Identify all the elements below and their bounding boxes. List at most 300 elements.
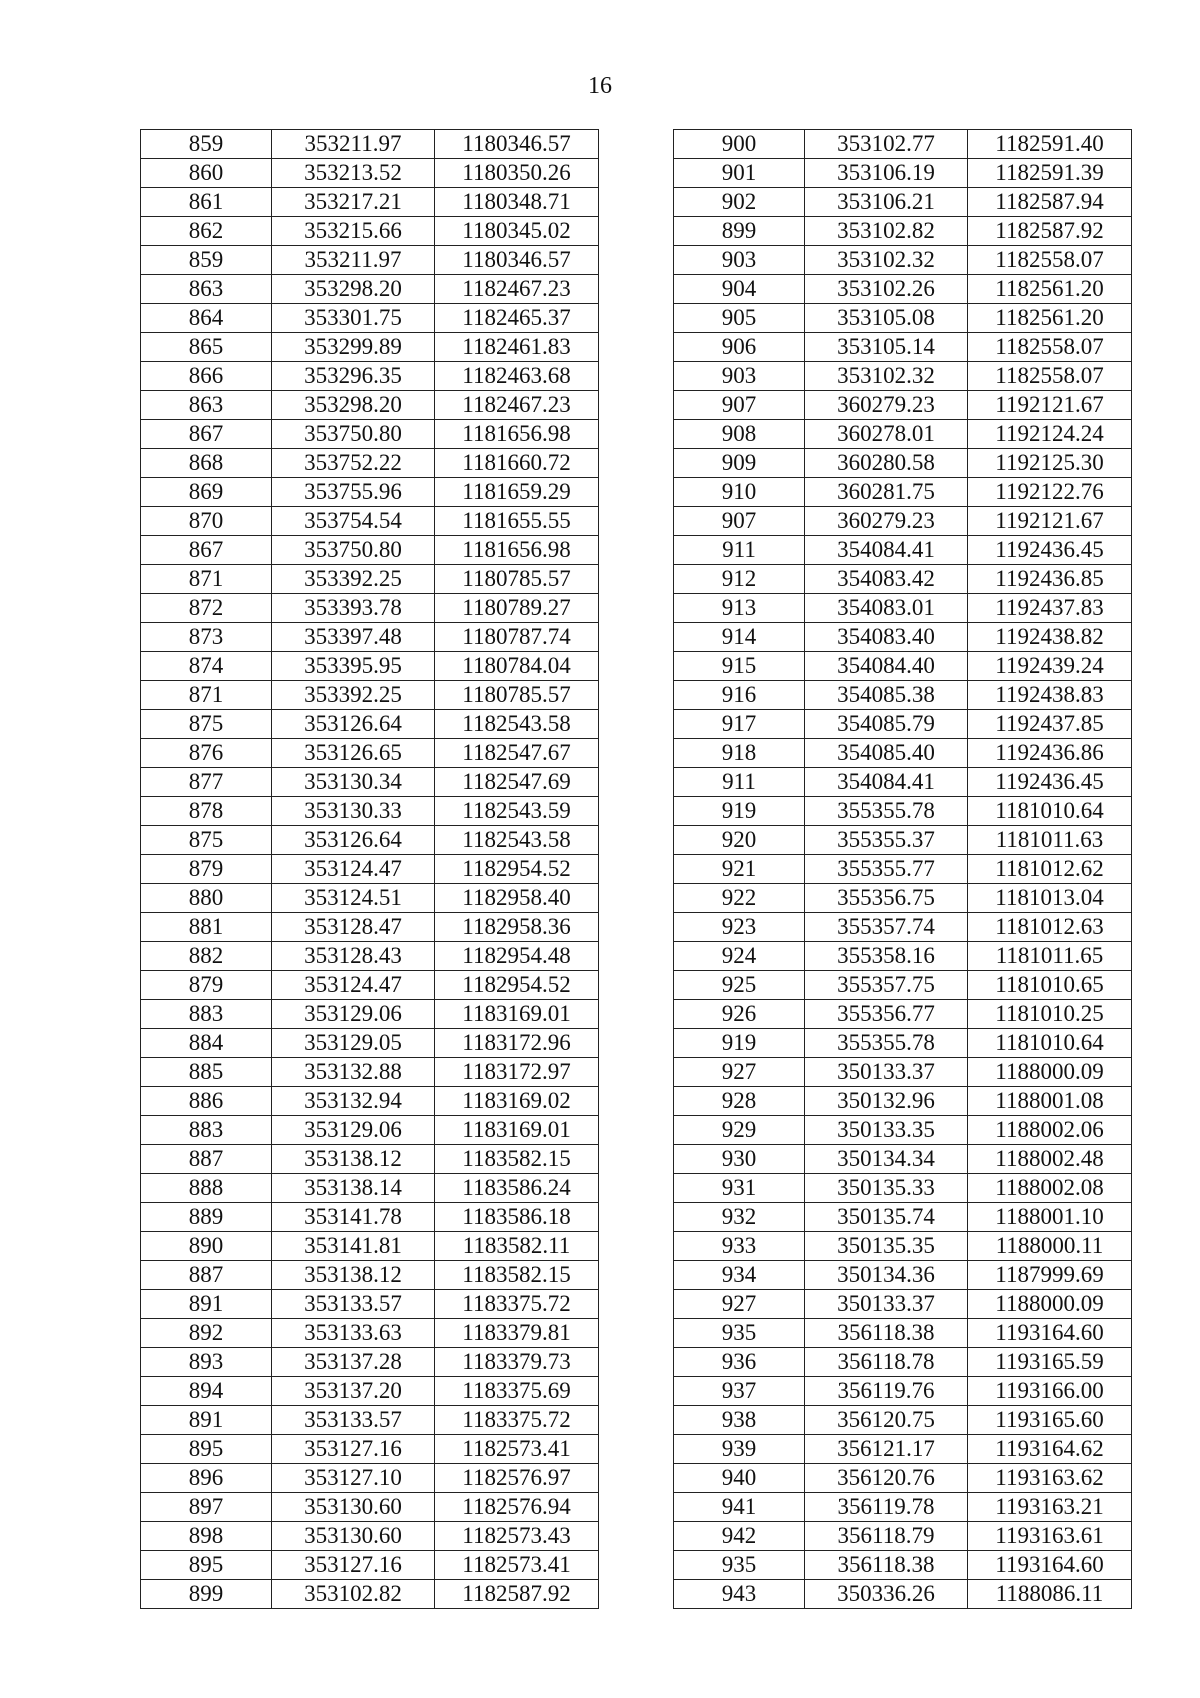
point-number-cell: 921 [674,855,805,884]
y-coordinate-cell: 1182573.41 [435,1435,599,1464]
y-coordinate-cell: 1182461.83 [435,333,599,362]
table-row [674,1058,1132,1087]
x-coordinate-cell: 353105.08 [805,304,968,333]
point-number-cell: 897 [141,1493,272,1522]
x-coordinate-cell: 356119.76 [805,1377,968,1406]
x-coordinate-cell: 356118.38 [805,1551,968,1580]
x-coordinate-cell: 353141.78 [272,1203,435,1232]
table-row [674,1116,1132,1145]
point-number-cell: 891 [141,1406,272,1435]
x-coordinate-cell: 353132.88 [272,1058,435,1087]
table-row [141,1551,599,1580]
table-row [141,304,599,333]
x-coordinate-cell: 350135.35 [805,1232,968,1261]
table-row [674,449,1132,478]
y-coordinate-cell: 1182954.48 [435,942,599,971]
y-coordinate-cell: 1192437.83 [968,594,1132,623]
point-number-cell: 871 [141,565,272,594]
x-coordinate-cell: 353392.25 [272,565,435,594]
y-coordinate-cell: 1183375.72 [435,1406,599,1435]
table-row [674,1261,1132,1290]
table-row [141,623,599,652]
x-coordinate-cell: 353213.52 [272,159,435,188]
x-coordinate-cell: 360280.58 [805,449,968,478]
y-coordinate-cell: 1192122.76 [968,478,1132,507]
y-coordinate-cell: 1182558.07 [968,362,1132,391]
y-coordinate-cell: 1182561.20 [968,275,1132,304]
y-coordinate-cell: 1192436.86 [968,739,1132,768]
table-row [141,1522,599,1551]
point-number-cell: 943 [674,1580,805,1609]
x-coordinate-cell: 353102.26 [805,275,968,304]
x-coordinate-cell: 355356.75 [805,884,968,913]
table-row [141,1580,599,1609]
x-coordinate-cell: 353124.47 [272,971,435,1000]
point-number-cell: 914 [674,623,805,652]
point-number-cell: 928 [674,1087,805,1116]
x-coordinate-cell: 360279.23 [805,391,968,420]
table-row [141,1116,599,1145]
point-number-cell: 861 [141,188,272,217]
point-number-cell: 872 [141,594,272,623]
table-row [141,710,599,739]
x-coordinate-cell: 353129.05 [272,1029,435,1058]
y-coordinate-cell: 1183582.15 [435,1261,599,1290]
table-row [141,942,599,971]
point-number-cell: 919 [674,1029,805,1058]
y-coordinate-cell: 1182958.40 [435,884,599,913]
point-number-cell: 879 [141,971,272,1000]
point-number-cell: 931 [674,1174,805,1203]
point-number-cell: 907 [674,507,805,536]
x-coordinate-cell: 355356.77 [805,1000,968,1029]
x-coordinate-cell: 356120.76 [805,1464,968,1493]
point-number-cell: 922 [674,884,805,913]
point-number-cell: 929 [674,1116,805,1145]
x-coordinate-cell: 353133.63 [272,1319,435,1348]
x-coordinate-cell: 355355.37 [805,826,968,855]
x-coordinate-cell: 353393.78 [272,594,435,623]
table-row [674,188,1132,217]
point-number-cell: 869 [141,478,272,507]
x-coordinate-cell: 356120.75 [805,1406,968,1435]
point-number-cell: 899 [674,217,805,246]
y-coordinate-cell: 1192121.67 [968,507,1132,536]
y-coordinate-cell: 1181010.25 [968,1000,1132,1029]
y-coordinate-cell: 1192439.24 [968,652,1132,681]
x-coordinate-cell: 353128.47 [272,913,435,942]
y-coordinate-cell: 1193166.00 [968,1377,1132,1406]
point-number-cell: 882 [141,942,272,971]
y-coordinate-cell: 1182558.07 [968,333,1132,362]
point-number-cell: 932 [674,1203,805,1232]
table-row [141,768,599,797]
x-coordinate-cell: 353130.60 [272,1522,435,1551]
table-row [674,1290,1132,1319]
point-number-cell: 898 [141,1522,272,1551]
y-coordinate-cell: 1181656.98 [435,420,599,449]
table-row [674,391,1132,420]
y-coordinate-cell: 1188000.11 [968,1232,1132,1261]
table-row [674,478,1132,507]
table-row [141,1377,599,1406]
point-number-cell: 937 [674,1377,805,1406]
x-coordinate-cell: 353106.21 [805,188,968,217]
table-row [141,1348,599,1377]
table-row [674,1493,1132,1522]
point-number-cell: 892 [141,1319,272,1348]
table-row [674,971,1132,1000]
table-row [141,1319,599,1348]
y-coordinate-cell: 1193163.62 [968,1464,1132,1493]
x-coordinate-cell: 353755.96 [272,478,435,507]
y-coordinate-cell: 1180345.02 [435,217,599,246]
table-row [674,1377,1132,1406]
table-row [141,1464,599,1493]
point-number-cell: 925 [674,971,805,1000]
table-row [141,1435,599,1464]
y-coordinate-cell: 1183586.18 [435,1203,599,1232]
y-coordinate-cell: 1183172.96 [435,1029,599,1058]
y-coordinate-cell: 1183169.01 [435,1116,599,1145]
point-number-cell: 896 [141,1464,272,1493]
point-number-cell: 901 [674,159,805,188]
table-row [141,1232,599,1261]
table-row [141,449,599,478]
point-number-cell: 910 [674,478,805,507]
table-row [674,681,1132,710]
table-row [674,1435,1132,1464]
y-coordinate-cell: 1192436.45 [968,536,1132,565]
x-coordinate-cell: 353750.80 [272,420,435,449]
point-number-cell: 900 [674,130,805,159]
table-row [674,594,1132,623]
x-coordinate-cell: 356118.78 [805,1348,968,1377]
table-row [674,1580,1132,1609]
point-number-cell: 905 [674,304,805,333]
table-row [674,710,1132,739]
point-number-cell: 926 [674,1000,805,1029]
y-coordinate-cell: 1183582.15 [435,1145,599,1174]
x-coordinate-cell: 350336.26 [805,1580,968,1609]
y-coordinate-cell: 1182467.23 [435,275,599,304]
table-row [141,797,599,826]
point-number-cell: 867 [141,420,272,449]
y-coordinate-cell: 1182558.07 [968,246,1132,275]
x-coordinate-cell: 350134.36 [805,1261,968,1290]
x-coordinate-cell: 353141.81 [272,1232,435,1261]
point-number-cell: 889 [141,1203,272,1232]
point-number-cell: 879 [141,855,272,884]
table-row [141,739,599,768]
table-row [141,681,599,710]
point-number-cell: 907 [674,391,805,420]
point-number-cell: 883 [141,1000,272,1029]
x-coordinate-cell: 353102.32 [805,246,968,275]
table-row [674,797,1132,826]
x-coordinate-cell: 353211.97 [272,246,435,275]
y-coordinate-cell: 1181659.29 [435,478,599,507]
point-number-cell: 902 [674,188,805,217]
x-coordinate-cell: 353102.32 [805,362,968,391]
x-coordinate-cell: 355355.78 [805,1029,968,1058]
point-number-cell: 938 [674,1406,805,1435]
point-number-cell: 885 [141,1058,272,1087]
x-coordinate-cell: 353211.97 [272,130,435,159]
x-coordinate-cell: 353129.06 [272,1116,435,1145]
table-row [674,130,1132,159]
y-coordinate-cell: 1182467.23 [435,391,599,420]
table-row [674,159,1132,188]
table-row [674,1464,1132,1493]
table-row [674,826,1132,855]
y-coordinate-cell: 1183586.24 [435,1174,599,1203]
table-row [141,1087,599,1116]
point-number-cell: 936 [674,1348,805,1377]
point-number-cell: 940 [674,1464,805,1493]
y-coordinate-cell: 1192436.85 [968,565,1132,594]
x-coordinate-cell: 353102.82 [272,1580,435,1609]
x-coordinate-cell: 353127.16 [272,1551,435,1580]
x-coordinate-cell: 350135.33 [805,1174,968,1203]
x-coordinate-cell: 353137.20 [272,1377,435,1406]
x-coordinate-cell: 350135.74 [805,1203,968,1232]
y-coordinate-cell: 1180784.04 [435,652,599,681]
x-coordinate-cell: 350132.96 [805,1087,968,1116]
x-coordinate-cell: 353138.12 [272,1145,435,1174]
y-coordinate-cell: 1188000.09 [968,1058,1132,1087]
point-number-cell: 899 [141,1580,272,1609]
table-row [141,159,599,188]
point-number-cell: 886 [141,1087,272,1116]
x-coordinate-cell: 353102.77 [805,130,968,159]
x-coordinate-cell: 354084.41 [805,768,968,797]
table-row [674,652,1132,681]
y-coordinate-cell: 1180789.27 [435,594,599,623]
table-row [674,1551,1132,1580]
x-coordinate-cell: 353296.35 [272,362,435,391]
point-number-cell: 881 [141,913,272,942]
table-row [674,1203,1132,1232]
x-coordinate-cell: 353126.64 [272,710,435,739]
x-coordinate-cell: 353126.64 [272,826,435,855]
table-row [141,1000,599,1029]
table-row [674,420,1132,449]
table-row [141,652,599,681]
point-number-cell: 894 [141,1377,272,1406]
point-number-cell: 915 [674,652,805,681]
x-coordinate-cell: 353137.28 [272,1348,435,1377]
x-coordinate-cell: 353299.89 [272,333,435,362]
point-number-cell: 877 [141,768,272,797]
x-coordinate-cell: 353395.95 [272,652,435,681]
point-number-cell: 934 [674,1261,805,1290]
y-coordinate-cell: 1182543.58 [435,826,599,855]
y-coordinate-cell: 1181010.64 [968,1029,1132,1058]
table-row [141,507,599,536]
table-row [674,623,1132,652]
y-coordinate-cell: 1180346.57 [435,246,599,275]
table-row [674,768,1132,797]
y-coordinate-cell: 1182587.92 [968,217,1132,246]
table-row [141,536,599,565]
table-row [141,826,599,855]
point-number-cell: 891 [141,1290,272,1319]
table-row [674,1348,1132,1377]
x-coordinate-cell: 354085.40 [805,739,968,768]
y-coordinate-cell: 1180350.26 [435,159,599,188]
y-coordinate-cell: 1188000.09 [968,1290,1132,1319]
point-number-cell: 935 [674,1319,805,1348]
x-coordinate-cell: 354083.42 [805,565,968,594]
x-coordinate-cell: 353130.60 [272,1493,435,1522]
point-number-cell: 911 [674,536,805,565]
y-coordinate-cell: 1181656.98 [435,536,599,565]
x-coordinate-cell: 353397.48 [272,623,435,652]
x-coordinate-cell: 353126.65 [272,739,435,768]
x-coordinate-cell: 356118.38 [805,1319,968,1348]
y-coordinate-cell: 1193165.59 [968,1348,1132,1377]
point-number-cell: 873 [141,623,272,652]
table-row [674,1029,1132,1058]
y-coordinate-cell: 1182463.68 [435,362,599,391]
table-row [674,1232,1132,1261]
table-row [674,1087,1132,1116]
x-coordinate-cell: 353217.21 [272,188,435,217]
y-coordinate-cell: 1192121.67 [968,391,1132,420]
point-number-cell: 859 [141,246,272,275]
table-row [674,246,1132,275]
point-number-cell: 935 [674,1551,805,1580]
table-row [141,971,599,1000]
point-number-cell: 862 [141,217,272,246]
table-row [141,594,599,623]
table-row [674,275,1132,304]
x-coordinate-cell: 356121.17 [805,1435,968,1464]
point-number-cell: 865 [141,333,272,362]
table-row [141,275,599,304]
point-number-cell: 924 [674,942,805,971]
point-number-cell: 918 [674,739,805,768]
y-coordinate-cell: 1181013.04 [968,884,1132,913]
point-number-cell: 903 [674,246,805,275]
y-coordinate-cell: 1180346.57 [435,130,599,159]
table-row [674,942,1132,971]
x-coordinate-cell: 353750.80 [272,536,435,565]
x-coordinate-cell: 353124.47 [272,855,435,884]
point-number-cell: 917 [674,710,805,739]
point-number-cell: 908 [674,420,805,449]
x-coordinate-cell: 353754.54 [272,507,435,536]
x-coordinate-cell: 350134.34 [805,1145,968,1174]
point-number-cell: 888 [141,1174,272,1203]
point-number-cell: 875 [141,710,272,739]
y-coordinate-cell: 1183169.02 [435,1087,599,1116]
x-coordinate-cell: 353133.57 [272,1290,435,1319]
y-coordinate-cell: 1193163.21 [968,1493,1132,1522]
y-coordinate-cell: 1192438.83 [968,681,1132,710]
point-number-cell: 909 [674,449,805,478]
point-number-cell: 887 [141,1261,272,1290]
point-number-cell: 933 [674,1232,805,1261]
table-row [674,1000,1132,1029]
y-coordinate-cell: 1193164.60 [968,1319,1132,1348]
point-number-cell: 876 [141,739,272,768]
y-coordinate-cell: 1181010.64 [968,797,1132,826]
point-number-cell: 941 [674,1493,805,1522]
coordinates-table-left [140,129,599,1609]
x-coordinate-cell: 353105.14 [805,333,968,362]
point-number-cell: 912 [674,565,805,594]
x-coordinate-cell: 353138.12 [272,1261,435,1290]
table-row [141,478,599,507]
x-coordinate-cell: 350133.37 [805,1290,968,1319]
table-row [674,362,1132,391]
point-number-cell: 923 [674,913,805,942]
y-coordinate-cell: 1181011.65 [968,942,1132,971]
y-coordinate-cell: 1180785.57 [435,681,599,710]
x-coordinate-cell: 353130.34 [272,768,435,797]
point-number-cell: 866 [141,362,272,391]
y-coordinate-cell: 1183375.69 [435,1377,599,1406]
y-coordinate-cell: 1188002.06 [968,1116,1132,1145]
y-coordinate-cell: 1192436.45 [968,768,1132,797]
table-row [141,420,599,449]
x-coordinate-cell: 353298.20 [272,275,435,304]
table-row [141,391,599,420]
point-number-cell: 903 [674,362,805,391]
point-number-cell: 868 [141,449,272,478]
y-coordinate-cell: 1192124.24 [968,420,1132,449]
y-coordinate-cell: 1193163.61 [968,1522,1132,1551]
table-row [674,536,1132,565]
table-row [141,130,599,159]
x-coordinate-cell: 353127.10 [272,1464,435,1493]
y-coordinate-cell: 1181012.63 [968,913,1132,942]
point-number-cell: 939 [674,1435,805,1464]
x-coordinate-cell: 355357.75 [805,971,968,1000]
table-row [141,1029,599,1058]
point-number-cell: 874 [141,652,272,681]
x-coordinate-cell: 354085.38 [805,681,968,710]
point-number-cell: 927 [674,1058,805,1087]
point-number-cell: 911 [674,768,805,797]
x-coordinate-cell: 353128.43 [272,942,435,971]
y-coordinate-cell: 1181010.65 [968,971,1132,1000]
point-number-cell: 919 [674,797,805,826]
point-number-cell: 880 [141,884,272,913]
x-coordinate-cell: 355355.78 [805,797,968,826]
x-coordinate-cell: 355357.74 [805,913,968,942]
y-coordinate-cell: 1181660.72 [435,449,599,478]
point-number-cell: 893 [141,1348,272,1377]
x-coordinate-cell: 353138.14 [272,1174,435,1203]
x-coordinate-cell: 354083.01 [805,594,968,623]
point-number-cell: 871 [141,681,272,710]
y-coordinate-cell: 1192437.85 [968,710,1132,739]
x-coordinate-cell: 356119.78 [805,1493,968,1522]
x-coordinate-cell: 350133.37 [805,1058,968,1087]
x-coordinate-cell: 356118.79 [805,1522,968,1551]
table-row [674,1145,1132,1174]
x-coordinate-cell: 353392.25 [272,681,435,710]
y-coordinate-cell: 1188002.48 [968,1145,1132,1174]
point-number-cell: 878 [141,797,272,826]
table-row [674,1406,1132,1435]
table-row [674,1522,1132,1551]
point-number-cell: 863 [141,275,272,304]
table-row [141,1261,599,1290]
